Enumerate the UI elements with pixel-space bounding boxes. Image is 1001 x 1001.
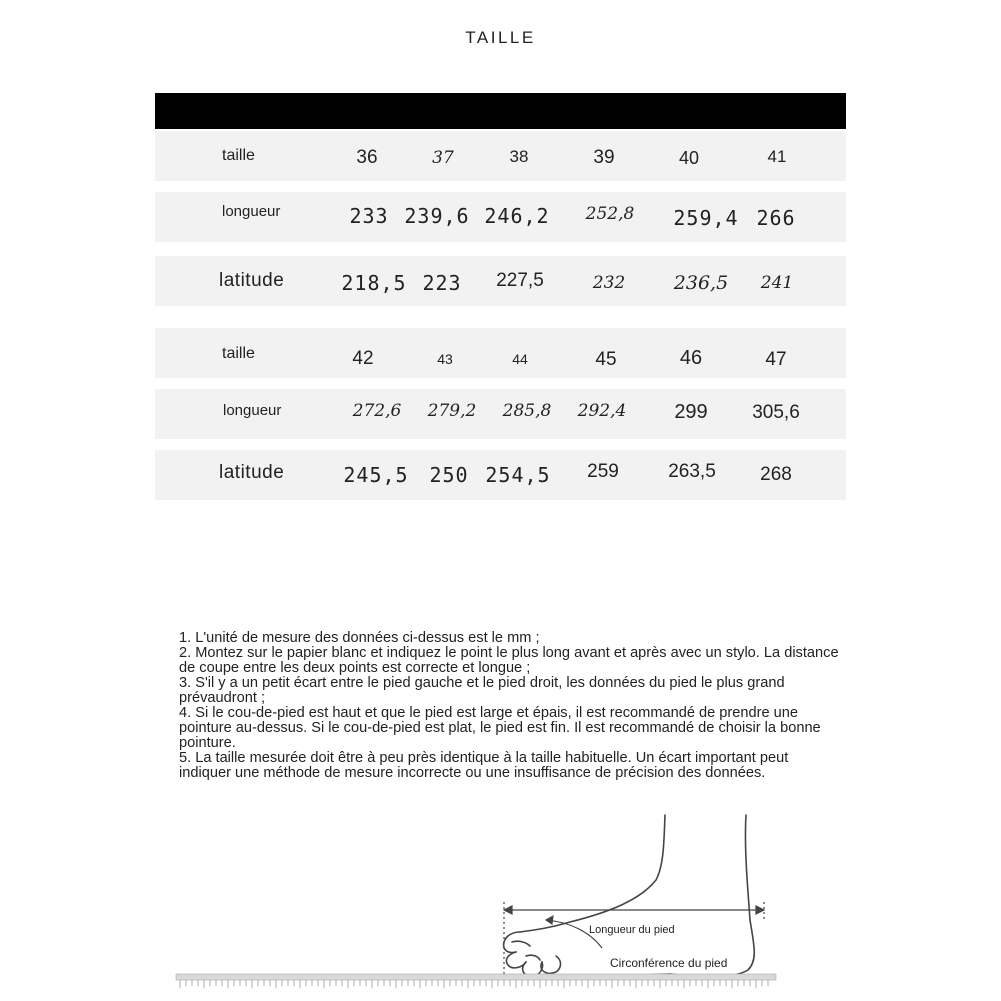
table-cell: 239,6 <box>404 204 470 228</box>
table-row-size-2 <box>155 328 846 378</box>
table-cell: 42 <box>352 348 374 369</box>
table-cell: 47 <box>765 349 787 370</box>
table-cell: 218,5 <box>341 271 407 295</box>
length-label: Longueur du pied <box>589 924 675 936</box>
table-cell: 252,8 <box>585 204 635 224</box>
table-cell: 40 <box>678 148 700 168</box>
table-row-width-1 <box>155 256 846 306</box>
table-cell: 272,6 <box>352 401 402 421</box>
table-row-width-2 <box>155 450 846 500</box>
table-cell: 36 <box>356 147 378 168</box>
note-item: 5. La taille mesurée doit être à peu près identique à la taille habituelle. Un écart important peut indiquer une méthode de mesure incorrecte ou une insuffisance de précision des données. <box>179 750 789 781</box>
table-cell: 292,4 <box>577 401 627 421</box>
table-cell: 44 <box>512 351 528 367</box>
table-cell: 227,5 <box>496 270 544 291</box>
table-cell: 37 <box>432 148 454 168</box>
table-cell: 241 <box>760 273 794 293</box>
table-cell: 299 <box>674 401 708 423</box>
table-cell: 285,8 <box>502 401 552 421</box>
circumference-label: Circonférence du pied <box>610 956 728 970</box>
note-item: 3. S'il y a un petit écart entre le pied gauche et le pied droit, les données du pied le plus grand prévaudront ; <box>179 675 785 706</box>
row-label: latitude <box>219 270 285 291</box>
table-cell: 232 <box>592 273 626 293</box>
table-cell: 245,5 <box>343 463 409 487</box>
table-cell: 254,5 <box>485 463 551 487</box>
note-item: 1. L'unité de mesure des données ci-dessus est le mm ; <box>179 630 540 646</box>
row-label: taille <box>222 147 255 164</box>
measurement-notes <box>179 631 839 781</box>
ruler <box>176 974 776 988</box>
table-cell: 250 <box>429 463 469 487</box>
table-cell: 223 <box>422 271 462 295</box>
table-cell: 268 <box>760 464 792 485</box>
row-label: longueur <box>222 203 281 220</box>
foot-diagram <box>170 810 790 1000</box>
table-cell: 259,4 <box>673 206 739 230</box>
table-cell: 39 <box>593 147 615 168</box>
table-cell: 233 <box>349 204 389 228</box>
table-cell: 43 <box>437 351 453 367</box>
table-cell: 263,5 <box>668 461 716 482</box>
table-cell: 38 <box>509 147 529 166</box>
table-cell: 41 <box>767 147 787 166</box>
table-cell: 45 <box>595 349 617 370</box>
table-cell: 46 <box>679 347 703 369</box>
table-cell: 246,2 <box>484 204 550 228</box>
note-item: 2. Montez sur le papier blanc et indiquez le point le plus long avant et après avec un stylo. La distance de coupe entre les deux points est correcte et longue ; <box>179 645 839 676</box>
table-cell: 279,2 <box>427 401 477 421</box>
table-header-bar <box>155 93 846 129</box>
row-label: longueur <box>223 402 282 419</box>
table-row-length-2 <box>155 389 846 439</box>
table-cell: 236,5 <box>673 272 729 294</box>
table-cell: 305,6 <box>752 402 800 423</box>
row-label: taille <box>222 345 255 362</box>
page-title: TAILLE <box>465 28 536 47</box>
foot-outline <box>504 815 755 977</box>
table-row-size-1 <box>155 131 846 181</box>
table-cell: 266 <box>756 206 796 230</box>
table-row-length-1 <box>155 192 846 242</box>
row-label: latitude <box>219 462 285 483</box>
table-cell: 259 <box>587 461 619 482</box>
note-item: 4. Si le cou-de-pied est haut et que le pied est large et épais, il est recommandé de prendre une pointure au-dessus. Si le cou-de-pied est plat, le pied est fin. Il est recommandé de choisir la bonne pointure. <box>179 705 821 751</box>
